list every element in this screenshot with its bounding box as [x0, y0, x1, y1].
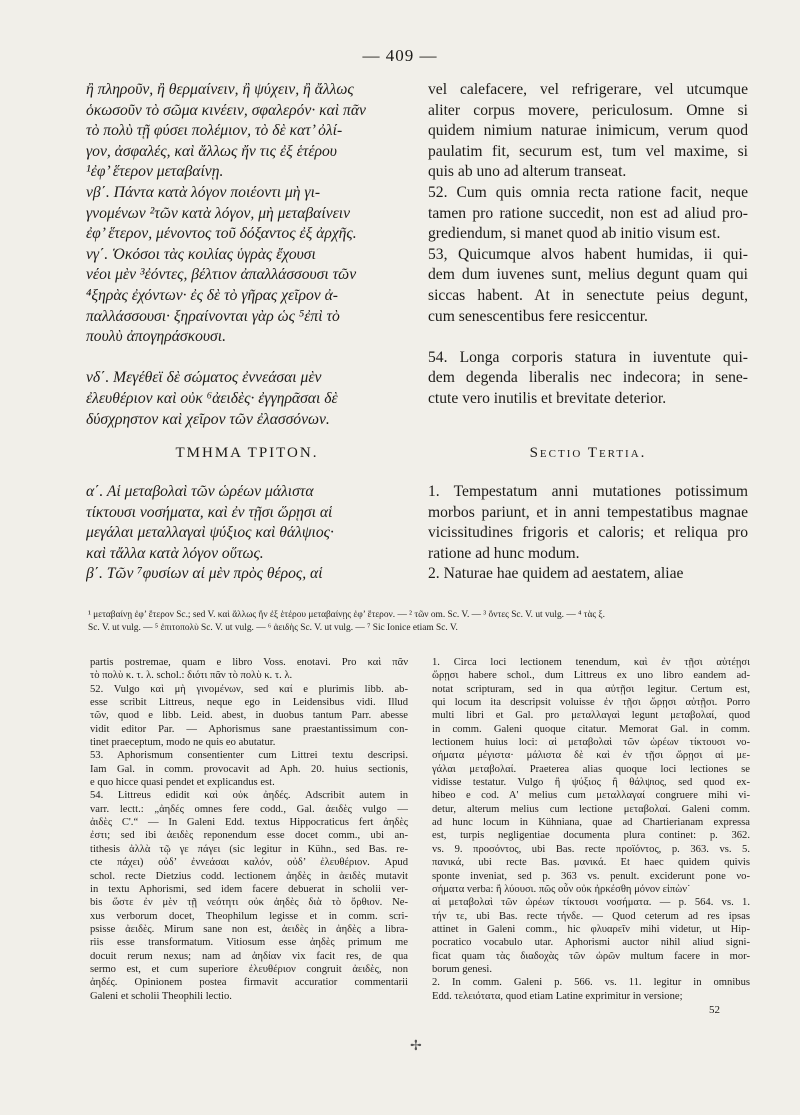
note-line: lectionem huius loci: αἱ μεταβολαὶ τῶν ὡρέων τίκτουσι νο- — [432, 737, 750, 749]
greek-line: τὸ πολὺ τῇ φύσει πολέμιον, τὸ δὲ κατ’ ὀλί- — [86, 122, 343, 140]
section-heading-latin: Sectio Tertia. — [529, 445, 647, 461]
greek-line: καὶ τἄλλα κατὰ λόγον οὕτως. — [86, 544, 264, 562]
note-line: τήν τε, ubi Bas. recte τήνδε. — Quod ceterum ad res ipsas — [432, 910, 750, 922]
greek-line: παλλάσσουσι· ξηραίνονται γὰρ ὡς ⁵ἐπὶ τὸ — [86, 307, 340, 325]
note-line: xus verborum docet, Theophilum legisse et in comm. scri- — [90, 910, 408, 922]
greek-line: πουλὺ ἀπογηράσκουσι. — [86, 328, 226, 346]
note-line: σήματα verba: ἢ λύουσι. πῶς οὖν οὐκ ἠρκέσθη μόνον εἰπὼν˙ — [432, 883, 691, 895]
latin-line: quis ab uno ad alterum transeat. — [428, 163, 627, 181]
latin-line: 54. Longa corporis statura in iuventute qui- — [428, 348, 748, 366]
latin-line: 52. Cum quis omnia recta ratione facit, neque — [428, 183, 748, 201]
latin-line — [428, 327, 748, 348]
note-line: cte πάχει) οὐδ’ ἐννεάσαι καλόν, οὐδ’ ἐλευθέριον. Apud — [90, 857, 408, 869]
note-line: Edd. τελειότατα, quod etiam Latine exprimitur in versione; — [432, 990, 683, 1002]
note-line: varr. lectt.: „ἀηδές omnes fere codd., Gal. ἀειδὲς vulgo — — [90, 803, 408, 815]
greek-line: ὁκωσοῦν τὸ σῶμα κινέειν, σφαλερόν· καὶ πᾶν — [86, 101, 366, 119]
greek-line: μεγάλαι μεταλλαγαὶ ψύξιος καὶ θάλψιος· — [86, 524, 334, 542]
note-line: tithesis ἀλλὰ τῷ γε πάγει (sic legitur in Kühn., sed Bas. re- — [90, 843, 408, 855]
latin-text-top — [428, 80, 748, 410]
note-line: hibeo e cod. A' melius cum μεταλλαγαί congruere mihi vi- — [432, 790, 750, 802]
latin-line: morbos pariunt, et in anni tempestatibus magnae — [428, 503, 748, 521]
note-line: γάλαι μεταβολαί. Praeterea alias quoque loci lectiones se — [432, 763, 750, 775]
note-line: bis ὥστε ἐν μὲν τῇ νεότητι οὐκ ἀηδὲς διὰ τὸ ὄρθιον. Ne- — [90, 897, 408, 909]
note-line: in textu Aphorismi, sed idem facere debuerat in scholii ver- — [90, 883, 408, 895]
note-line: est, turpis negligentiae documenta plura continet: p. 362. — [432, 830, 750, 842]
note-line: multi libri et Gal. pro μεταλλαγαὶ legunt μεταβολαί, quod — [432, 710, 750, 722]
latin-text-section3 — [428, 482, 748, 585]
note-line: qui locum ita descripsit voluisse ἐν τῇσι ὥρῃσι αὐτῇσι. Porro — [432, 697, 750, 709]
latin-line: quidem nimium naturae inimicum, verum quod — [428, 122, 748, 140]
note-line: σήματα μέγιστα· μάλιστα δὲ καὶ ἐν τῇσι ὥρῃσι αἱ με- — [432, 750, 750, 762]
latin-line: 53, Quicumque alvos habent humidas, ii qui- — [428, 245, 748, 263]
greek-line — [86, 348, 408, 369]
latin-line: siccas habent. At in senectute peius degunt, — [428, 286, 748, 304]
latin-line: 1. Tempestatum anni mutationes potissimum — [428, 483, 748, 500]
note-line: e quo hicce quasi pendet et explicandus est. — [90, 777, 275, 789]
note-line: τὸ πολὺ κ. τ. λ. schol.: διότι πᾶν τὸ πολὺ κ. τ. λ. — [90, 670, 293, 682]
note-line: vidisse testatur. Vulgo ἢ ψύξιος ἢ θάλψιος, sed quod ex- — [432, 777, 750, 789]
greek-line: ἐλευθέριον καὶ οὐκ ⁶ἀειδὲς· ἐγγηρᾶσαι δὲ — [86, 389, 338, 407]
footnotes — [88, 609, 748, 635]
note-line: ὥρῃσι habere schol., dum Littreus ex uno libro eandem ad- — [432, 670, 750, 682]
note-line: attinet in Galeni comm., hic φλυαρεῖν mihi videtur, ut Hip- — [432, 923, 750, 935]
greek-text-section3 — [86, 482, 408, 585]
note-line: vs. 9. προσόντος, ubi Bas. recte προϊόντος, p. 363. vs. 5. — [432, 843, 750, 855]
note-line: Galeni et scholii Theophili lectio. — [90, 990, 232, 1002]
signature-mark: 52 — [709, 1004, 720, 1016]
note-line: schol. recte Dietzius codd. lectionem ἀηδὲς in ἀειδὲς mutavit — [90, 870, 408, 882]
note-line: vidit editor Par. — Aphorismus sane praestantissimum con- — [90, 723, 408, 735]
latin-line: aliter corpus movere, periculosum. Omne si — [428, 101, 748, 119]
greek-line: ἢ πληροῦν, ἢ θερμαίνειν, ἢ ψύχειν, ἢ ἄλλως — [86, 81, 354, 98]
greek-line: νγ΄. Ὁκόσοι τὰς κοιλίας ὑγρὰς ἔχουσι — [86, 245, 316, 263]
note-line: 54. Littreus edidit καὶ οὐκ ἀηδές. Adscribit autem in — [90, 790, 408, 802]
greek-line: ¹ἐφ’ ἕτερον μεταβαίνῃ. — [86, 163, 224, 181]
greek-line: ἐφ’ ἕτερον, μένοντος τοῦ δόξαντος ἐξ ἀρχῆς. — [86, 225, 357, 243]
note-line: partis postremae, quam e libro Voss. enotavi. Pro καὶ πᾶν — [90, 657, 408, 668]
note-line: pocratico vocabulo utar. Aphorismi auctor nihil aliud signi- — [432, 937, 750, 949]
note-line: esse scribit Littreus, neque ego in Leidensibus vidi. Illud — [90, 697, 408, 709]
note-line: sermo est, et cum superiore ἐλευθέριον congruit ἀειδὲς, non — [90, 963, 408, 975]
note-line: 2. In comm. Galeni p. 566. vs. 11. legitur in omnibus — [432, 977, 750, 989]
note-line: detur, alterum melius cum lectione μεταβολαί. Galeni comm. — [432, 803, 750, 815]
note-line: ad hunc locum in Kühniana, quae ad Chartierianam expressa — [432, 817, 750, 829]
section-heading-greek: ΤΜΗΜΑ ΤΡΙΤΟΝ. — [175, 445, 319, 461]
latin-line: ctute vero inutilis et brevitate deterior. — [428, 389, 667, 407]
note-line: 53. Aphorismum consentienter cum Littrei textu descripsi. — [90, 750, 408, 762]
note-line: sponte inveniat, sed p. 363 vs. penult. exciderunt pone νο- — [432, 870, 750, 882]
note-line: 1. Circa loci lectionem tenendum, καὶ ἐν τῇσι αὐτέῃσι — [432, 657, 750, 668]
note-line: docuit rerum nexus; nam ad ἀηδίαν vix facit res, de qua — [90, 950, 408, 962]
latin-line: dem dum iuvenes sunt, melius degunt quam qui — [428, 266, 748, 284]
latin-line: grediendum, si manet quod ab initio visum est. — [428, 225, 721, 243]
note-line: τῶν, quod e libb. Leid. abest, in duobus tantum Parr. abesse — [90, 710, 408, 722]
note-line: in comm. Galeni quoque citatur. Memorat Gal. in comm. — [432, 723, 750, 735]
note-line: Iam Gal. in comm. provocavit ad Aph. 20. huius sectionis, — [90, 763, 408, 775]
latin-line: dem degenda liberalis nec indecora; in sene- — [428, 369, 748, 387]
note-line: notat scripturam, sed in qua αὐτῇσι legitur. Certum est, — [432, 683, 750, 695]
latin-line: paulatim fit, securum est, tum vel maxime, si — [428, 142, 748, 160]
greek-line: νβ΄. Πάντα κατὰ λόγον ποιέοντι μὴ γι- — [86, 183, 321, 201]
note-line: riis esse transformatum. Vitiosum esse ἀηδὲς primum me — [90, 937, 408, 949]
greek-text-top — [86, 80, 408, 430]
greek-line: νέοι μὲν ³ἐόντες, βέλτιον ἀπαλλάσσουσι τῶν — [86, 266, 357, 284]
note-line: ficat quam τὰς διαδοχὰς τῶν ὡρῶν multum facere in mor- — [432, 950, 750, 962]
footnote-line: ¹ μεταβαίνῃ ἐφ’ ἕτερον Sc.; sed V. καὶ ἄλλως ἤν ἐξ ἑτέρου μεταβαίνῃς ἐφ’ ἕτερον. — ² τῶν om. Sc. V. — ³ ὄντες Sc. V. ut vulg. — ⁴ τὰς ξ. — [88, 610, 605, 620]
footnote-line: Sc. V. ut vulg. — ⁵ ἐπιτοπολὺ Sc. V. ut vulg. — ⁶ ἀειδὴς Sc. V. ut vulg. — ⁷ Sic Ionice etiam Sc. V. — [88, 623, 458, 633]
latin-line: ratione ad hunc modum. — [428, 544, 580, 562]
commentary-left — [90, 656, 408, 1003]
greek-line: δύσχρηστον καὶ χεῖρον τῶν ἐλασσόνων. — [86, 410, 330, 428]
note-line: tinet praeceptum, modo ne quis eo abutatur. — [90, 737, 276, 749]
greek-line: β΄. Τῶν ⁷φυσίων αἱ μὲν πρὸς θέρος, αἱ — [86, 565, 323, 583]
greek-line: γνομένων ²τῶν κατὰ λόγον, μὴ μεταβαίνειν — [86, 204, 351, 222]
note-line: αἱ μεταβολαὶ τῶν ὡρέων τίκτουσι νοσήματα. — p. 564. vs. 1. — [432, 897, 750, 909]
note-line: ἀιδὲς C'.“ — In Galeni Edd. textus Hippocraticus fert ἀηδὲς — [90, 817, 408, 829]
note-line: πανικά, ubi recte Bas. μανικά. Et haec quidem quivis — [432, 857, 750, 869]
note-line: 52. Vulgo καὶ μὴ γινομένων, sed καί e plurimis libb. ab- — [90, 683, 408, 695]
latin-line: 2. Naturae hae quidem ad aestatem, aliae — [428, 565, 684, 583]
greek-line: νδ΄. Μεγέθεϊ δὲ σώματος ἐννεάσαι μὲν — [86, 369, 322, 387]
greek-line: ⁴ξηρὰς ἐχόντων· ἐς δὲ τὸ γῆρας χεῖρον ἀ- — [86, 286, 338, 304]
greek-line: τίκτουσι νοσήματα, καὶ ἐν τῇσι ὥρῃσι αἱ — [86, 503, 333, 521]
latin-line: cum senescentibus fere resiccentur. — [428, 307, 648, 325]
note-line: borum genesi. — [432, 963, 493, 975]
note-line: ἐστι; sed ibi ἀειδὲς reponendum esse docet comm., ubi an- — [90, 830, 408, 842]
ornament-mark: ✢ — [410, 1038, 422, 1054]
note-line: ἀηδές. Opinionem postea firmavit accuratior commentarii — [90, 977, 408, 989]
page-number: — 409 — — [362, 46, 438, 65]
greek-line: γον, ἀσφαλές, καὶ ἄλλως ἤν τις ἐξ ἑτέρου — [86, 142, 337, 160]
greek-line: α΄. Αἱ μεταβολαὶ τῶν ὡρέων μάλιστα — [86, 483, 314, 500]
note-line: psisse ἀειδὲς. Mirum sane non est, ἀειδὲς in ἀηδὲς a libra- — [90, 923, 408, 935]
commentary-right — [432, 656, 750, 1003]
latin-line: tamen pro ratione succedit, non est ad aliud pro- — [428, 204, 748, 222]
latin-line: vicissitudines frigoris et caloris; et reliqua pro — [428, 524, 748, 542]
latin-line: vel calefacere, vel refrigerare, vel utcumque — [428, 81, 748, 98]
